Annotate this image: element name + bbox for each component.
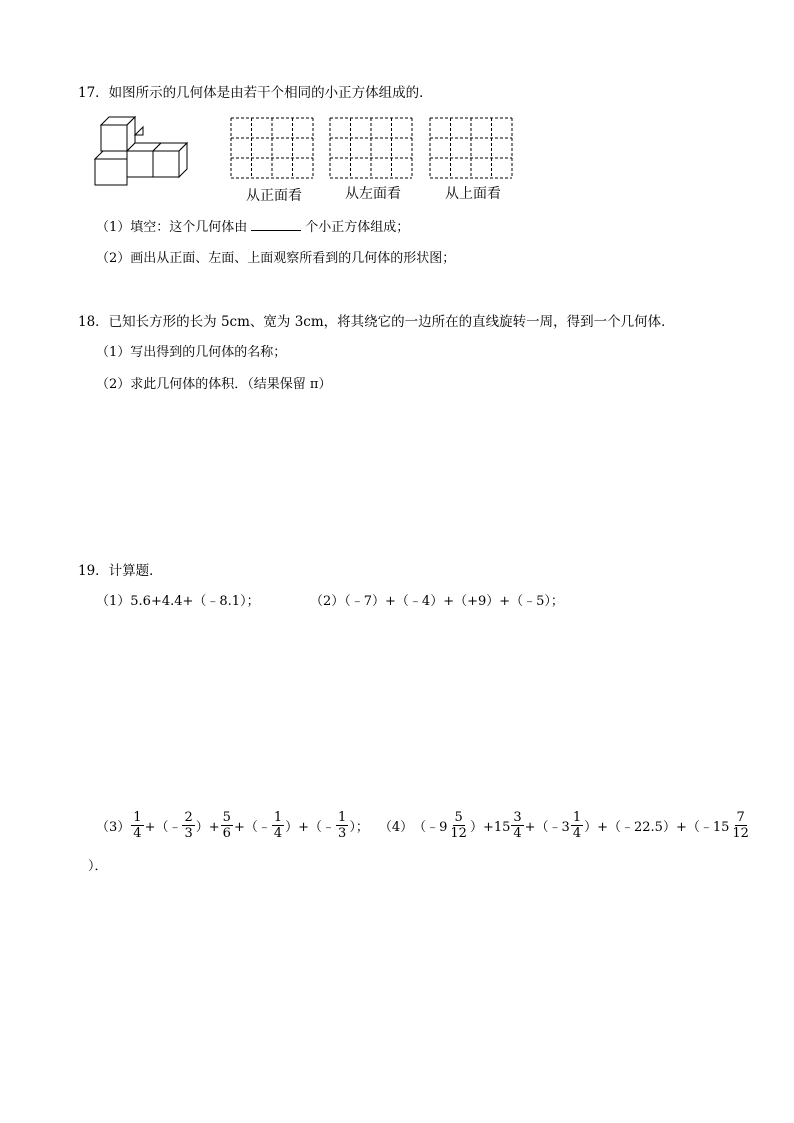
fraction: $\frac{1}{4}$ <box>273 809 283 841</box>
q19-part1: （1）5.6+4.4+（﹣8.1）； <box>96 594 260 609</box>
fraction: $\frac{5}{6}$ <box>222 809 231 841</box>
q17-part2: （2）画出从正面、左面、上面观察所看到的几何体的形状图； <box>96 251 456 266</box>
q19-part2: （2）（﹣7）+（﹣4）+（+9）+（﹣5）； <box>310 594 564 609</box>
q18-part1: （1）写出得到的几何体的名称； <box>96 345 287 360</box>
q19-stem: 19．计算题． <box>78 563 163 579</box>
q17-stem: 17．如图所示的几何体是由若干个相同的小正方体组成的． <box>78 85 433 101</box>
q19-part3-label: （3） <box>96 819 131 835</box>
fraction: $\frac{1}{4}$ <box>133 809 142 841</box>
q19-part3-4-line: （3） $\frac{1}{4}$ +（﹣ $\frac{2}{3}$ ）+ $\frac{5}{6}$ +（﹣ $\frac{1}{4}$ ）+（﹣ $\frac{1}{3}$ ）； （4） （﹣9 $\frac{5}{12}$ ）+15 $\frac{3}{4}$ +（﹣3 $\frac{1}{4}$ ）+（﹣22.5）+（﹣15 $\frac{7}{12}$ <box>96 809 749 841</box>
q19-part4-label: （4） <box>378 819 414 835</box>
q17-part1-post: 个小正方体组成； <box>305 220 410 235</box>
front-view-label: 从正面看 <box>246 188 302 204</box>
left-view-grid <box>329 117 413 179</box>
fraction: $\frac{1}{3}$ <box>338 809 347 841</box>
q19-part4-end: ）． <box>88 859 108 874</box>
q17-part1-pre: （1）填空：这个几何体由 <box>96 220 248 235</box>
cube-figure <box>92 113 202 193</box>
top-view-grid <box>429 117 513 179</box>
fraction: $\frac{5}{12}$ <box>450 809 467 841</box>
q18-stem: 18．已知长方形的长为 5cm、宽为 3cm，将其绕它的一边所在的直线旋转一周，得到一个几何体． <box>78 314 675 330</box>
q18-part2: （2）求此几何体的体积．（结果保留 π） <box>96 377 332 392</box>
answer-blank[interactable] <box>251 218 301 231</box>
top-view-label: 从上面看 <box>445 186 501 202</box>
fraction: $\frac{1}{4}$ <box>572 809 582 841</box>
front-view-grid <box>230 117 314 179</box>
fraction: $\frac{7}{12}$ <box>732 809 749 841</box>
q17-part1 <box>96 218 409 237</box>
fraction: $\frac{2}{3}$ <box>184 809 193 841</box>
fraction: $\frac{3}{4}$ <box>513 809 522 841</box>
left-view-label: 从左面看 <box>345 186 401 202</box>
